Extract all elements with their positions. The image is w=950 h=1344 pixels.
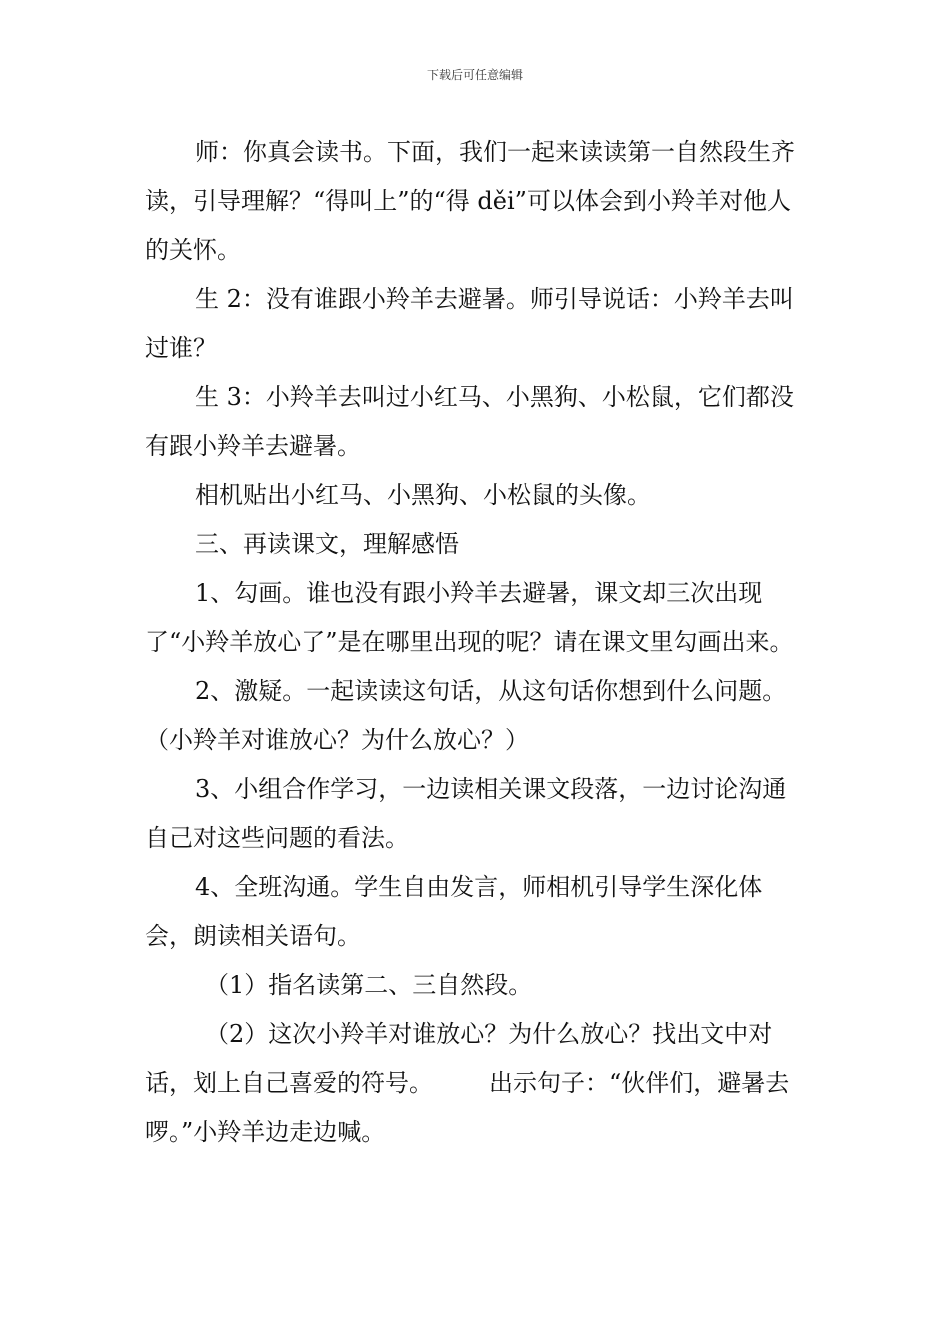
substep-2-sentence: 出示句子：“伙伴们，避暑去啰。”小羚羊边走边喊。 xyxy=(145,1069,790,1146)
paragraph-substep-2 xyxy=(145,1010,810,1157)
section-heading-reread: 三、再读课文，理解感悟 xyxy=(195,530,459,558)
paragraph-step-3: 3、小组合作学习，一边读相关课文段落，一边讨论沟通自己对这些问题的看法。 xyxy=(145,775,787,852)
paragraph-step-4: 4、全班沟通。学生自由发言，师相机引导学生深化体会，朗读相关语句。 xyxy=(145,873,763,950)
paragraph-student-3: 生 3：小羚羊去叫过小红马、小黑狗、小松鼠，它们都没有跟小羚羊去避暑。 xyxy=(145,383,794,460)
paragraph-student-2: 生 2：没有谁跟小羚羊去避暑。师引导说话：小羚羊去叫过谁？ xyxy=(145,285,794,362)
paragraph-substep-1: （1）指名读第二、三自然段。 xyxy=(205,971,533,999)
paragraph-teacher-praise: 师：你真会读书。下面，我们一起来读读第一自然段生齐读，引导理解？“得叫上”的“得 děi”可以体会到小羚羊对他人的关怀。 xyxy=(145,138,795,264)
paragraph-step-1: 1、勾画。谁也没有跟小羚羊去避暑，课文却三次出现了“小羚羊放心了”是在哪里出现的呢？请在课文里勾画出来。 xyxy=(145,579,794,656)
document-body xyxy=(145,128,810,1157)
page-header-note: 下载后可任意编辑 xyxy=(426,68,523,82)
paragraph-avatars: 相机贴出小红马、小黑狗、小松鼠的头像。 xyxy=(195,481,651,509)
substep-2-question: （2）这次小羚羊对谁放心？为什么放心？找出文中对话，划上自己喜爱的符号。 xyxy=(145,1020,773,1097)
paragraph-step-2: 2、激疑。一起读读这句话，从这句话你想到什么问题。（小羚羊对谁放心？为什么放心？） xyxy=(145,677,787,754)
